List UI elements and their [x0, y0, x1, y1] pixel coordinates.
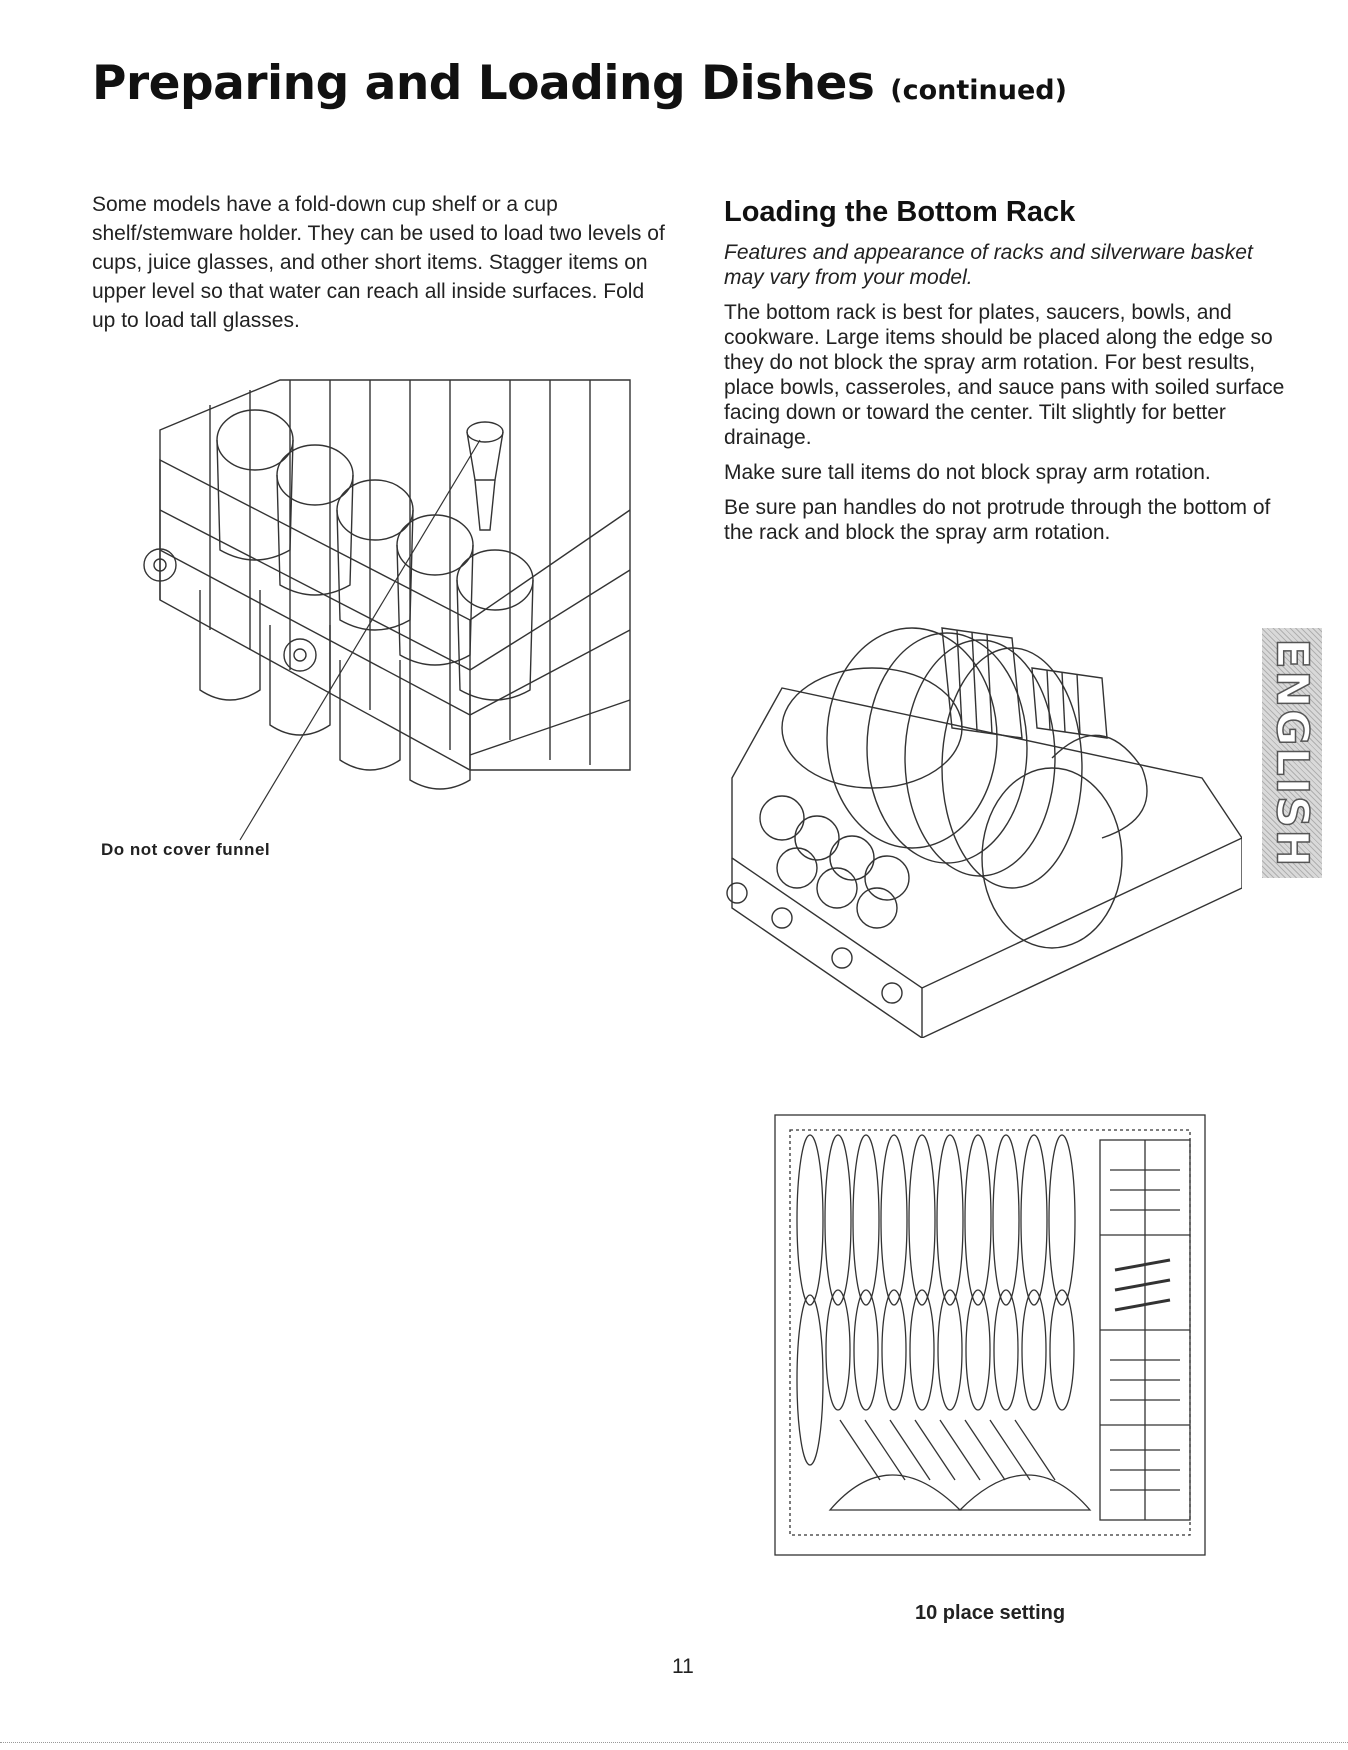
plates	[782, 628, 1122, 948]
page-title-suffix: (continued)	[890, 75, 1067, 106]
footer-divider	[0, 1742, 1348, 1743]
upper-rack-illustration	[140, 370, 660, 890]
page-number: 11	[672, 1655, 694, 1678]
silverware-basket-top	[1100, 1140, 1190, 1520]
bottom-rack-illustration	[722, 608, 1242, 1038]
saucers-slanted	[840, 1420, 1055, 1480]
language-side-tab-label: ENGLISH	[1266, 638, 1318, 868]
model-variance-note: Features and appearance of racks and silverware basket may vary from your model.	[724, 241, 1253, 289]
page-title	[92, 56, 1067, 111]
bottom-rack-paragraph-2: Make sure tall items do not block spray arm rotation.	[724, 461, 1211, 484]
funnel-callout-label: Do not cover funnel	[101, 840, 271, 859]
bowls	[830, 1475, 1090, 1510]
plates-upper-row	[797, 1135, 1075, 1305]
bottom-rack-paragraph-1: The bottom rack is best for plates, saucers, bowls, and cookware. Large items should be placed along the edge so they do not block the spray arm rotation. For best results, place bowls, casseroles, and sauce pans with soiled surface facing down or toward the center. Tilt slightly for better drainage.	[724, 301, 1285, 449]
funnel	[467, 422, 503, 530]
plates-lower-row	[797, 1290, 1074, 1465]
page-title-main: Preparing and Loading Dishes	[92, 56, 875, 111]
bottom-rack-wheels	[727, 883, 902, 1003]
bottom-rack-instructions	[724, 300, 1294, 555]
place-setting-caption: 10 place setting	[915, 1602, 1066, 1624]
language-side-tab	[1262, 628, 1322, 878]
cup-shelf-paragraph: Some models have a fold-down cup shelf or a cup shelf/stemware holder. They can be used to load two levels of cups, juice glasses, and other short items. Stagger items on upper level so that water can reach all inside surfaces. Fold up to load tall glasses.	[92, 193, 665, 332]
bottom-rack-paragraph-3: Be sure pan handles do not protrude through the bottom of the rack and block the spray arm rotation.	[724, 496, 1271, 544]
place-setting-diagram	[770, 1110, 1210, 1560]
bottom-rack-heading: Loading the Bottom Rack	[724, 196, 1076, 228]
